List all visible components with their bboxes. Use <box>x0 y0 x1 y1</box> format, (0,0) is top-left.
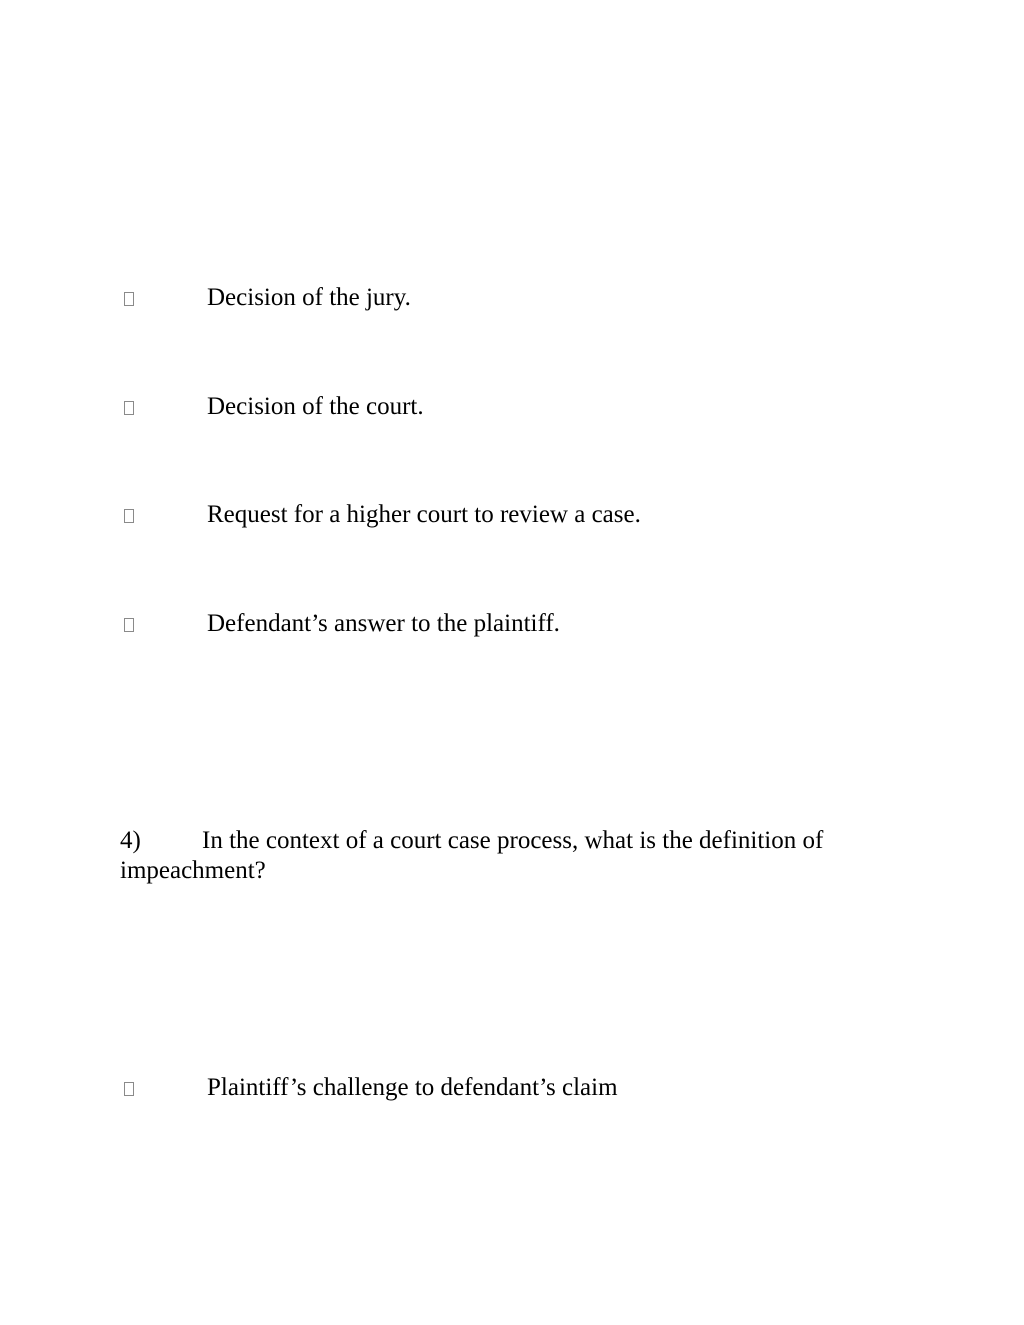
answer-option[interactable] <box>124 1073 618 1103</box>
question-4 <box>120 826 900 886</box>
checkbox-icon[interactable] <box>124 509 134 523</box>
answer-option[interactable] <box>124 609 560 639</box>
checkbox-icon[interactable] <box>124 401 134 415</box>
question-number: 4) <box>120 827 141 854</box>
checkbox-icon[interactable] <box>124 618 134 632</box>
question-text: In the context of a court case process, what is the definition of impeachment? <box>120 827 824 884</box>
answer-option[interactable] <box>124 283 411 313</box>
answer-option-text: Plaintiff’s challenge to defendant’s claim <box>207 1074 618 1101</box>
answer-option[interactable] <box>124 500 641 530</box>
checkbox-icon[interactable] <box>124 1082 134 1096</box>
answer-option-text: Request for a higher court to review a case. <box>207 501 641 528</box>
answer-option[interactable] <box>124 392 424 422</box>
answer-option-text: Defendant’s answer to the plaintiff. <box>207 610 560 637</box>
answer-option-text: Decision of the jury. <box>207 284 411 311</box>
checkbox-icon[interactable] <box>124 292 134 306</box>
answer-option-text: Decision of the court. <box>207 393 424 420</box>
